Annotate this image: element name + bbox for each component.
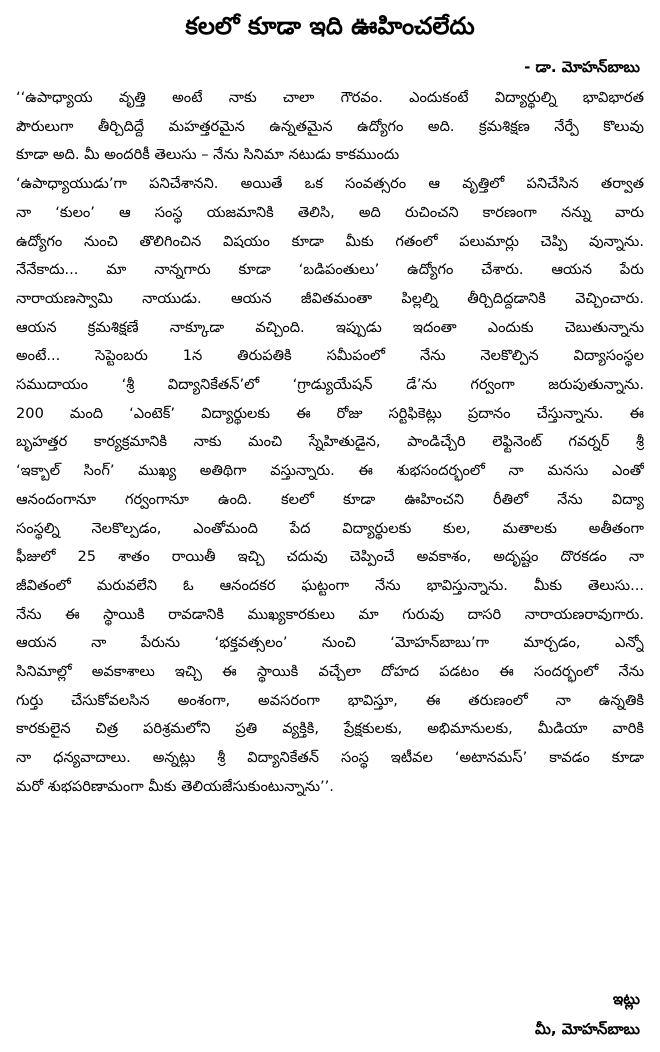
body-line: నారాయణస్వామి నాయుడు. ఆయన జీవితమంతా పిల్లల్ని తీర్చిదిద్దడానికి వెచ్చించారు. bbox=[16, 289, 644, 307]
body-line: ఫీజులో 25 శాతం రాయితీ ఇచ్చి చదువు చెప్పించే అవకాశం, అదృష్టం దొరకడం నా bbox=[16, 548, 644, 566]
body-line: జీవితంలో మరువలేని ఓ ఆనందకర ఘట్టంగా నేను భావిస్తున్నాను. మీకు తెలుసు... bbox=[16, 576, 644, 594]
body-line: బృహత్తర కార్యక్రమానికి నాకు మంచి స్నేహితుడైన, పాండిచ్చేరి లెఫ్టినెంట్ గవర్నర్ శ్రీ bbox=[16, 433, 644, 451]
signoff bbox=[535, 984, 640, 1044]
body-line: కారకులైన చిత్ర పరిశ్రమలోని ప్రతి వ్యక్తికి, ప్రేక్షకులకు, అభిమానులకు, మీడియా వారికి bbox=[16, 720, 644, 738]
body-line: ‘‘ఉపాధ్యాయ వృత్తి అంటే నాకు చాలా గౌరవం. ఎందుకంటే విద్యార్థుల్ని భావిభారత bbox=[16, 89, 644, 106]
article-byline: - డా. మోహన్‌బాబు bbox=[524, 58, 640, 76]
signoff-name: మీ, మోహన్‌బాబు bbox=[534, 1020, 640, 1038]
body-line: సంస్థల్ని నెలకొల్పడం, ఎంతోమంది పేద విద్యార్థులకు కుల, మతాలకు అతీతంగా bbox=[16, 519, 644, 537]
body-line: మరో శుభపరిణామంగా మీకు తెలియజేసుకుంటున్నాను’’. bbox=[16, 777, 334, 795]
body-line: ‘ఉపాధ్యాయుడు’గా పనిచేశానని. అయితే ఒక సంవత్సరం ఆ వృత్తిలో పనిచేసిన తర్వాత bbox=[16, 175, 644, 193]
body-line: సినిమాల్లో అవకాశాలు ఇచ్చి ఈ స్థాయికి వచ్చేలా దోహద పడటం ఈ సందర్భంలో నేను bbox=[16, 663, 644, 681]
body-line: సముదాయం ‘శ్రీ విద్యానికేతన్’లో ‘గ్రాడ్యుయేషన్ డే’ను గర్వంగా జరుపుతున్నాను. bbox=[16, 376, 644, 394]
body-line: ‘ఇక్బాల్ సింగ్’ ముఖ్య అతిథిగా వస్తున్నారు. ఈ శుభసందర్భంలో నా మనసు ఎంతో bbox=[16, 462, 644, 480]
body-line: కూడా అది. మీ అందరికీ తెలుసు – నేను సినిమా నటుడు కాకముందు bbox=[16, 146, 400, 164]
body-line: పౌరులుగా తీర్చిదిద్దే మహత్తరమైన ఉన్నతమైన ఉద్యోగం అది. క్రమశిక్షణ నేర్పే కొలువు bbox=[16, 117, 644, 135]
signoff-closing: ఇట్లు bbox=[612, 990, 640, 1008]
body-line: ఆయన నా పేరును ‘భక్తవత్సలం’ నుంచి ‘మోహన్‌బాబు’గా మార్చడం, ఎన్నో bbox=[16, 634, 644, 652]
article-body bbox=[16, 84, 644, 802]
body-line: గుర్తు చేసుకోవలసిన అంశంగా, అవసరంగా భావిస్తూ, ఈ తరుణంలో నా ఉన్నతికి bbox=[16, 691, 644, 709]
body-line: నా ‘కులం’ ఆ సంస్థ యజమానికి తెలిసి, అది రుచించని కారణంగా నన్ను వారు bbox=[16, 203, 644, 221]
body-line: ఉద్యోగం నుంచి తొలిగించిన విషయం కూడా మీకు గతంలో పలుమార్లు చెప్పి వున్నాను. bbox=[16, 232, 644, 250]
body-line: ఆనందంగానూ గర్వంగానూ ఉంది. కలలో కూడా ఊహించని రీతిలో నేను విద్యా bbox=[16, 490, 644, 508]
body-line: నేను ఈ స్థాయికి రావడానికి ముఖ్యకారకులు మా గురువు దాసరి నారాయణరావుగారు. bbox=[16, 605, 644, 623]
body-line: ఆయన క్రమశిక్షణే నాక్కూడా వచ్చింది. ఇప్పుడు ఇదంతా ఎందుకు చెబుతున్నాను bbox=[16, 318, 644, 336]
body-line: నేనేకాదు... మా నాన్నగారు కూడా ‘బడిపంతులు’ ఉద్యోగం చేశారు. ఆయన పేరు bbox=[16, 261, 644, 279]
body-line: నా ధన్యవాదాలు. అన్నట్లు శ్రీ విద్యానికేతన్ సంస్థ ఇటీవల ‘అటానమస్’ కావడం కూడా bbox=[16, 749, 644, 767]
article-title: కలలో కూడా ఇది ఊహించలేదు bbox=[185, 12, 475, 40]
body-line: 200 మంది ‘ఎంటెక్’ విద్యార్థులకు ఈ రోజు సర్టిఫికెట్లు ప్రదానం చేస్తున్నాను. ఈ bbox=[16, 404, 644, 422]
body-line: అంటే... సెప్టెంబరు 1న తిరుపతికి సమీపంలో నేను నెలకొల్పిన విద్యాసంస్థల bbox=[16, 347, 644, 365]
